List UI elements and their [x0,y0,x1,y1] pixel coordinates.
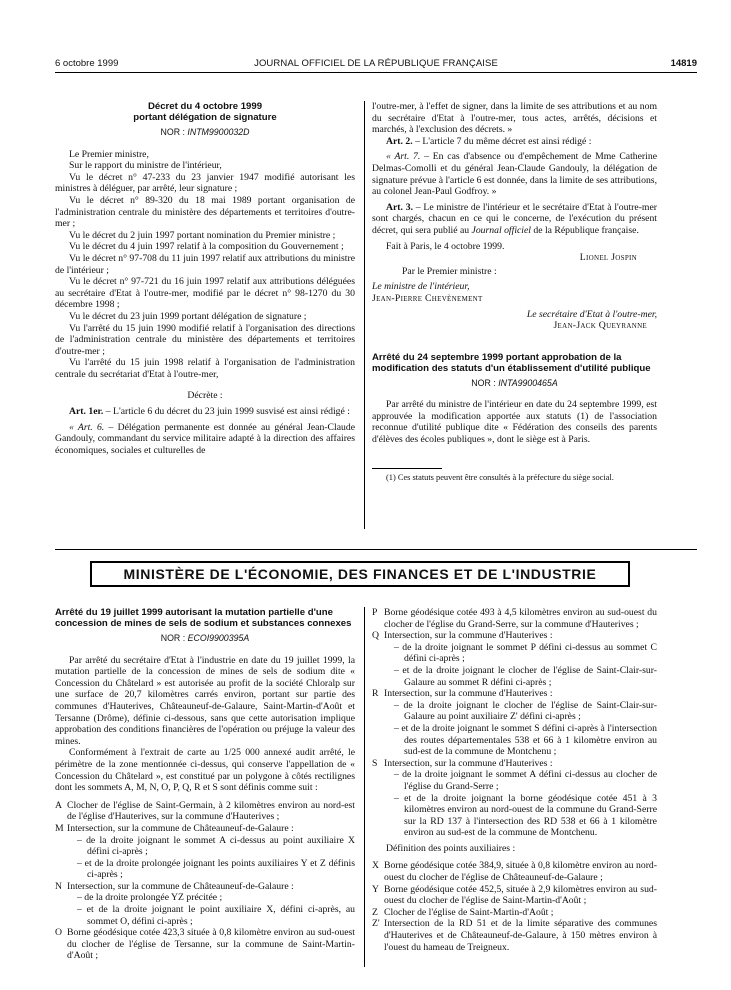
done-at: Fait à Paris, le 4 octobre 1999. [386,240,505,252]
article-6 [55,422,355,457]
article-label: « Art. 6. [69,421,105,433]
auxiliary-points-heading: Définition des points auxiliaires : [386,842,516,854]
nor-label: NOR : [471,377,499,388]
column-divider [364,607,365,967]
nor-label: NOR : [160,633,188,643]
vertex-key: M [55,822,64,834]
header-date: 6 octobre 1999 [55,58,119,69]
nor-code: ECOI9900395A [187,633,250,643]
vertex-q [372,630,657,688]
vertex-subitem: – de la droite joignant le sommet A ci-dessus au point auxiliaire X défini ci-après ; [77,834,355,858]
article-label: « Art. 7. [386,151,421,163]
vertex-text: Intersection de la RD 51 et de la limite séparative des communes d'Hauterives et de Châteauneuf-de-Galaure, à 150 mètres environ à l'ouest du hameau de Treigneux. [384,918,657,953]
article-label: Art. 2. [386,135,413,147]
article-text: – L'article 7 du même décret est ainsi rédigé : [412,135,592,147]
vertex-m [55,823,355,881]
decree-nor [55,127,355,139]
vertex-subitem: – de la droite joignant le sommet A défini ci-dessus au clocher de l'église du Grand-Serre ; [394,769,657,792]
vertex-text-main: Intersection, sur la commune d'Hauterives : [384,630,553,642]
article-7 [372,151,657,197]
secretary-title [372,309,657,321]
nor-code: INTM9900032D [187,127,250,137]
vertex-subitem: – de la droite joignant le sommet P défini ci-dessus au sommet C défini ci-après ; [394,641,657,665]
article-text: – En cas d'absence ou d'empêchement de Mme Catherine Delmas-Comolli et du général Jean-Claude Gandouly, la délégation de signature prévue à l'article 6 est donnée, dans la limite de ses attributions, au colonel Jean-Paul Godfroy. » [372,151,657,198]
paragraph: Vu l'arrêté du 15 juin 1998 relatif à l'organisation de l'administration centrale du secrétariat d'Etat à l'outre-mer, [55,357,355,380]
secretary-name: Jean-Jack Queyranne [553,320,647,332]
arrete-concession-nor [55,633,355,645]
vertex-a [55,800,355,823]
signature-prime-minister: Lionel Jospin [579,252,637,264]
decree-title-line1: Décret du 4 octobre 1999 [147,101,263,112]
paragraph: Vu le décret n° 47-233 du 23 janvier 1947 modifié autorisant les ministres à déléguer, par arrêté, leur signature ; [55,171,355,195]
vertex-subitem: – et de la droite joignant la borne géodésique cotée 451 à 3 kilomètres environ au nord-ouest de la commune du Grand-Serre sur la RD 137 à l'intersection des RD 538 et 66 à 1 kilomètre environ au sud-est de la commune de Montchenu. [394,792,657,839]
vertex-text: Borne géodésique cotée 452,5, située à 2,9 kilomètres environ au sud-ouest du clocher de l'église de Saint-Martin-d'Août ; [384,883,657,907]
vertex-text [67,881,355,927]
article-label: Art. 1er. [69,406,104,418]
paragraph: Vu le décret n° 89-320 du 18 mai 1989 portant organisation de l'administration centrale du ministère des départements et territoires d'outre-mer ; [55,194,355,230]
vertex-p [372,607,657,630]
vertex-key: P [372,607,378,618]
vertex-text: Borne géodésique cotée 384,9, située à 0,8 kilomètre environ au nord-ouest du clocher de l'église de Châteauneuf-de-Galaure ; [384,860,657,884]
ministry-banner: MINISTÈRE DE L'ÉCONOMIE, DES FINANCES ET DE L'INDUSTRIE [90,561,630,587]
header-journal-title: JOURNAL OFFICIEL DE LA RÉPUBLIQUE FRANÇAISE [254,58,498,69]
vertex-text-main: Intersection, sur la commune d'Hauterives : [384,757,553,769]
decree-column-right [372,101,657,483]
article-text: – L'article 6 du décret du 23 juin 1999 susvisé est ainsi rédigé : [103,406,350,418]
vertex-key: A [55,799,62,811]
vertex-text: Borne géodésique cotée 493 à 4,5 kilomètres environ au sud-ouest du clocher de l'église du Grand-Serre, sur la commune d'Hauterives ; [384,607,657,630]
by-prime-minister: Par le Premier ministre : [402,265,497,277]
vertex-o [55,927,355,962]
page-header [55,58,697,73]
paragraph: Vu l'arrêté du 15 juin 1990 modifié relatif à l'organisation des directions de l'administration centrale du ministère des départements et territoires d'outre-mer ; [55,322,355,357]
paragraph: Vu le décret du 23 juin 1999 portant délégation de signature ; [69,310,307,322]
vertex-key: O [55,927,62,939]
vertex-key: Z [372,906,378,918]
paragraph: Par arrêté du ministre de l'intérieur en date du 24 septembre 1999, est approuvée la modification apportée aux statuts (1) de l'association reconnue d'utilité publique dite « Fédération des conseils des parents d'élèves des écoles publiques », dont le siège est à Paris. [372,399,657,446]
paragraph: Vu le décret du 2 juin 1997 portant nomination du Premier ministre ; [69,229,336,241]
arrete-approbation-nor [372,378,657,390]
vertex-r [372,688,657,758]
vertex-subitem: – et de la droite joignant le sommet S défini ci-après à l'intersection des routes départementales 538 et 66 à 1 kilomètre environ au sud-est de la commune de Montchenu ; [394,722,657,758]
section-rule [55,549,697,550]
article-1 [55,406,355,418]
decree-title-line2: portant délégation de signature [133,112,277,123]
arrete-concession-title: Arrêté du 19 juillet 1999 autorisant la mutation partielle d'une concession de mines de sels de sodium et substances connexes [55,607,352,629]
vertex-subitem: – et de la droite joignant le point auxiliaire X, défini ci-après, au sommet O, défini ci-après ; [77,904,355,927]
paragraph: Vu le décret du 4 juin 1997 relatif à la composition du Gouvernement ; [69,241,344,253]
vertex-text: Clocher de l'église de Saint-Martin-d'Août ; [384,906,554,918]
interior-minister-name: Jean-Pierre Chevènement [372,292,483,304]
secretary-role: Le secrétaire d'Etat à l'outre-mer, [526,308,657,320]
article-label: Art. 3. [386,201,413,213]
vertex-key: Y [372,883,379,895]
paragraph: Par arrêté du secrétaire d'Etat à l'industrie en date du 19 juillet 1999, la mutation partielle de la concession de mines de sels de sodium dite « Concession du Châtelard » est autorisée au profit de la société Chloralp sur une surface de 20,7 kilomètres carrés environ, portant sur partie des communes d'Hauterives, Châteauneuf-de-Galaure, Saint-Martin-d'Août et Tersanne (Drôme), définie ci-dessous, sans que cette autorisation implique approbation des conditions financières de l'opération ou préjuge la valeur des mines. [55,654,355,747]
vertex-subitem: – et de la droite joignant le clocher de l'église de Saint-Clair-sur-Galaure au sommet R défini ci-après ; [394,664,657,688]
vertex-text [384,630,657,688]
paragraph: l'outre-mer, à l'effet de signer, dans la limite de ses attributions et au nom du secrétaire d'Etat à l'outre-mer, tous actes, arrêtés, décisions et marchés, à l'exclusion des décrets. » [372,101,657,136]
vertex-key: X [372,860,379,872]
aux-point-x [372,860,657,883]
vertex-text: Borne géodésique cotée 423,3 située à 0,8 kilomètre environ au sud-ouest du clocher de l'église de Tersanne, sur la commune de Saint-Martin-d'Août ; [67,927,355,962]
vertex-text: Clocher de l'église de Saint-Germain, à 2 kilomètres environ au nord-est de l'église d'Hauterives, sur la commune d'Hauterives ; [67,799,355,823]
nor-code: INTA9900465A [498,377,558,388]
article-text: – Délégation permanente est donnée au général Jean-Claude Gandouly, commandant du service militaire adapté à la direction des affaires économiques, sociales et culturelles de [55,421,355,456]
article-2 [372,136,657,148]
minister-role: Le ministre de l'intérieur, [372,281,470,293]
arrete-approbation-title: Arrêté du 24 septembre 1999 portant approbation de la modification des statuts d'un établissement d'utilité publique [372,351,651,374]
vertex-text-main: Intersection, sur la commune de Châteauneuf-de-Galaure : [67,880,294,892]
header-page-number: 14819 [670,58,697,69]
footnote: (1) Ces statuts peuvent être consultés à la préfecture du siège social. [386,472,614,482]
vertex-key: R [372,688,379,700]
nor-label: NOR : [160,127,188,137]
footnote-rule [372,468,442,469]
vertex-text [384,758,657,839]
arrete-concession-left [55,607,355,962]
vertex-text [384,688,657,758]
paragraph: Vu le décret n° 97-708 du 11 juin 1997 relatif aux attributions du ministre de l'intérieur ; [55,252,355,276]
vertex-s [372,758,657,839]
paragraph: Vu le décret n° 97-721 du 16 juin 1997 relatif aux attributions déléguées au secrétaire d'Etat à l'outre-mer, modifié par le décret n° 98-1270 du 30 décembre 1998 ; [55,276,355,311]
journal-name: Journal officiel [471,224,531,236]
article-text: de la République française. [531,224,639,236]
decrete-label: Décrète : [187,390,223,402]
aux-point-y [372,884,657,907]
paragraph: Le Premier ministre, [69,148,149,160]
paragraph: Sur le rapport du ministre de l'intérieur, [69,160,222,172]
article-3 [372,202,657,237]
vertex-subitem: – de la droite prolongée YZ précitée ; [77,892,223,904]
aux-point-z [372,907,657,919]
arrete-concession-right [372,607,657,953]
decree-title [55,101,355,123]
vertex-text [67,823,355,881]
vertex-subitem: – et de la droite prolongée joignant les points auxiliaires Y et Z définis ci-après ; [77,857,355,881]
interior-minister-title [372,281,657,293]
decree-column-left [55,101,355,456]
vertex-subitem: – de la droite joignant le clocher de l'église de Saint-Clair-sur-Galaure au point auxiliaire Z' défini ci-après ; [394,699,657,723]
vertex-key: Q [372,630,379,642]
vertex-text-main: Intersection, sur la commune d'Hauterives : [384,688,553,700]
aux-point-z-prime [372,918,657,953]
vertex-text-main: Intersection, sur la commune de Châteauneuf-de-Galaure : [67,822,294,834]
vertex-n [55,881,355,927]
paragraph: Conformément à l'extrait de carte au 1/25 000 annexé audit arrêté, le périmètre de la zone mentionnée ci-dessus, qui conserve l'appellation de « Concession du Châtelard », est constitué par un polygone à côtés rectilignes dont les sommets A, M, N, O, P, Q, R et S sont définis comme suit : [55,747,355,794]
vertex-key: N [55,880,62,892]
vertex-key: Z' [372,918,380,930]
column-divider [364,101,365,529]
vertex-key: S [372,757,378,769]
article-text: – Le ministre de l'intérieur et le secrétaire d'Etat à l'outre-mer sont chargés, chacun en ce qui le concerne, de l'exécution du présent décret, qui sera publié au [372,201,657,236]
